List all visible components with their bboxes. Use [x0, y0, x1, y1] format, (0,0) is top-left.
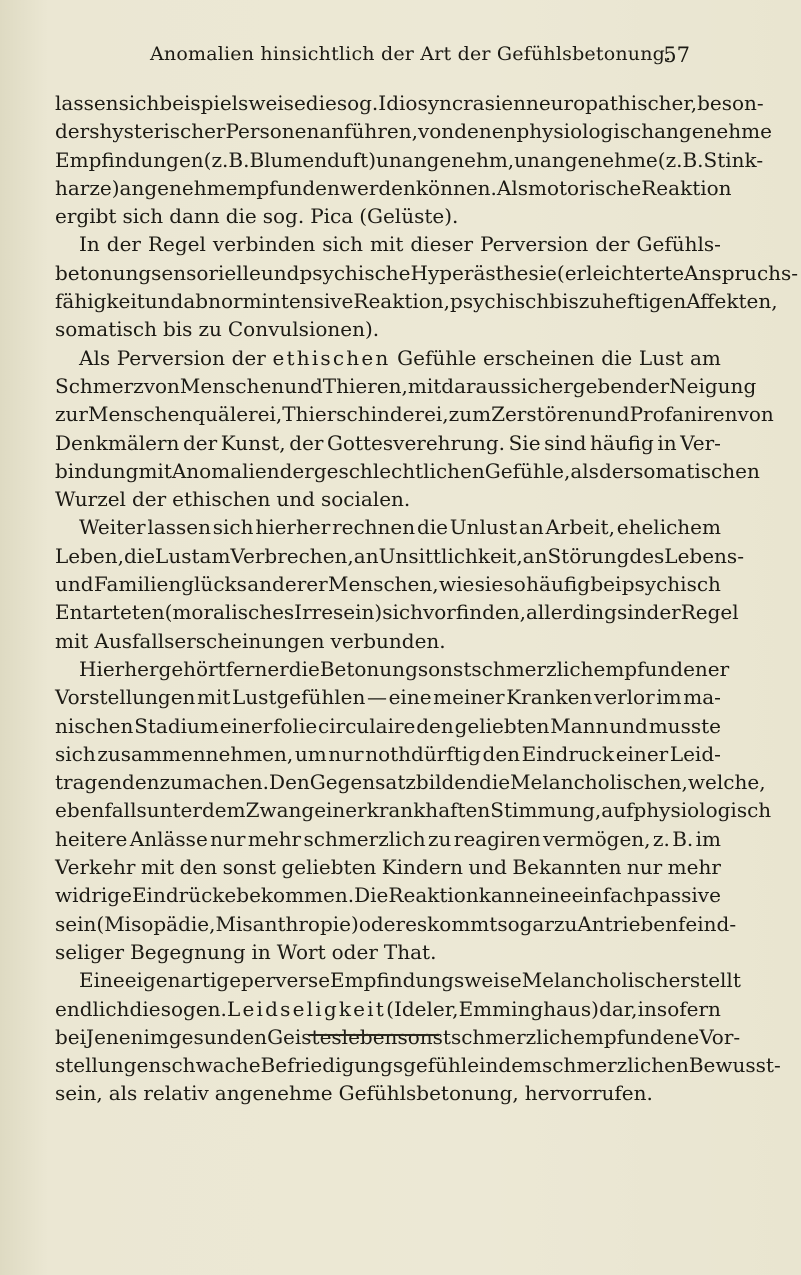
paragraph — [55, 655, 772, 966]
text-line: Leben, die Lust am Verbrechen, an Unsittlichkeit, an Störung des Lebens- — [55, 543, 744, 568]
paragraph — [55, 513, 744, 654]
text-line: Schmerz von Menschen und Thieren, mit daraus sich ergebender Neigung — [55, 373, 757, 398]
text-line: fähigkeit und abnorm intensive Reaktion, psychisch bis zu heftigen Affekten, — [55, 289, 778, 314]
text-line: Denkmälern der Kunst, der Gottesverehrung. Sie sind häufig in Ver- — [55, 430, 721, 455]
text-line: tragenden zu machen. Den Gegensatz bilden die Melancholischen, welche, — [55, 770, 766, 795]
text-line: lassen sich beispielsweise die sog. Idiosyncrasien neuropathischer, beson- — [55, 91, 764, 115]
text-line: Verkehr mit den sonst geliebten Kindern und Bekannten nur mehr — [55, 855, 721, 880]
text-line: sein, als relativ angenehme Gefühlsbetonung, hervorrufen. — [55, 1081, 653, 1106]
text-line: sein (Misopädie, Misanthropie) oder es kommt sogar zu Antrieben feind- — [55, 911, 737, 936]
text-line: stellungen schwache Befriedigungsgefühle in dem schmerzlichen Bewusst- — [55, 1053, 781, 1078]
text-line: ebenfalls unter dem Zwang einer krankhaften Stimmung, auf physiologisch — [55, 798, 772, 823]
text-line: somatisch bis zu Convulsionen). — [55, 317, 380, 342]
text-line: mit Ausfallserscheinungen verbunden. — [55, 628, 446, 653]
text-line: und Familienglücks anderer Menschen, wie sie so häufig bei psychisch — [55, 572, 721, 597]
paragraph — [55, 89, 772, 230]
text-line: Eine eigenartige perverse Empfindungsweise Melancholischer stellt — [79, 968, 741, 993]
page-number: 57 — [663, 43, 690, 67]
text-line: Vorstellungen mit Lustgefühlen — eine meiner Kranken verlor im ma- — [55, 685, 721, 710]
text-line: betonung sensorielle und psychische Hyperästhesie (erleichterte Anspruchs- — [55, 260, 799, 285]
text-line: widrige Eindrücke bekommen. Die Reaktion kann eine einfach passive — [55, 883, 721, 908]
text-line: seliger Begegnung in Wort oder That. — [55, 939, 437, 964]
paragraph — [55, 966, 781, 1107]
text-line: Hierher gehört ferner die Betonung sonst schmerzlich empfundener — [79, 656, 730, 681]
text-line: Weiter lassen sich hierher rechnen die Unlust an Arbeit, ehelichem — [79, 515, 721, 540]
paragraph — [55, 230, 799, 343]
text-line: nischen Stadium einer folie circulaire den geliebten Mann und musste — [55, 713, 721, 738]
text-line: sich zusammennehmen, um nur nothdürftig den Eindruck einer Leid- — [55, 741, 721, 766]
text-line: bindung mit Anomalien der geschlechtlichen Gefühle, als der somatischen — [55, 458, 760, 483]
page-header — [150, 43, 690, 71]
text-line: heitere Anlässe nur mehr schmerzlich zu reagiren vermögen, z. B. im — [55, 826, 721, 851]
text-line: In der Regel verbinden sich mit dieser Perversion der Gefühls- — [79, 232, 721, 257]
text-line: endlich die sogen. Leidseligkeit (Ideler, Emminghaus) dar, insofern — [55, 996, 721, 1021]
text-line: harze) angenehm empfunden werden können. Als motorische Reaktion — [55, 175, 732, 200]
text-line: ergibt sich dann die sog. Pica (Gelüste). — [55, 204, 459, 229]
text-line: ders hysterischer Personen anführen, von denen physiologisch angenehme — [55, 119, 772, 144]
footer-rule — [308, 1034, 439, 1036]
running-title: Anomalien hinsichtlich der Art der Gefühlsbetonung. — [150, 43, 672, 65]
paragraph — [55, 344, 774, 514]
text-line: Empfindungen (z. B. Blumenduft) unangenehm, unangenehme (z. B. Stink- — [55, 147, 764, 172]
text-line: Entarteten (moralisches Irresein) sich vorfinden, allerdings in der Regel — [55, 600, 739, 625]
body-text — [55, 89, 799, 1108]
text-line: Wurzel der ethischen und socialen. — [55, 487, 411, 512]
text-line: zur Menschenquälerei, Thierschinderei, zum Zerstören und Profaniren von — [55, 402, 774, 427]
text-line: Als Perversion der ethischen Gefühle erscheinen die Lust am — [79, 345, 721, 370]
text-line: bei Jenen im gesunden Geistesleben sonst schmerzlich empfundene Vor- — [55, 1024, 741, 1049]
